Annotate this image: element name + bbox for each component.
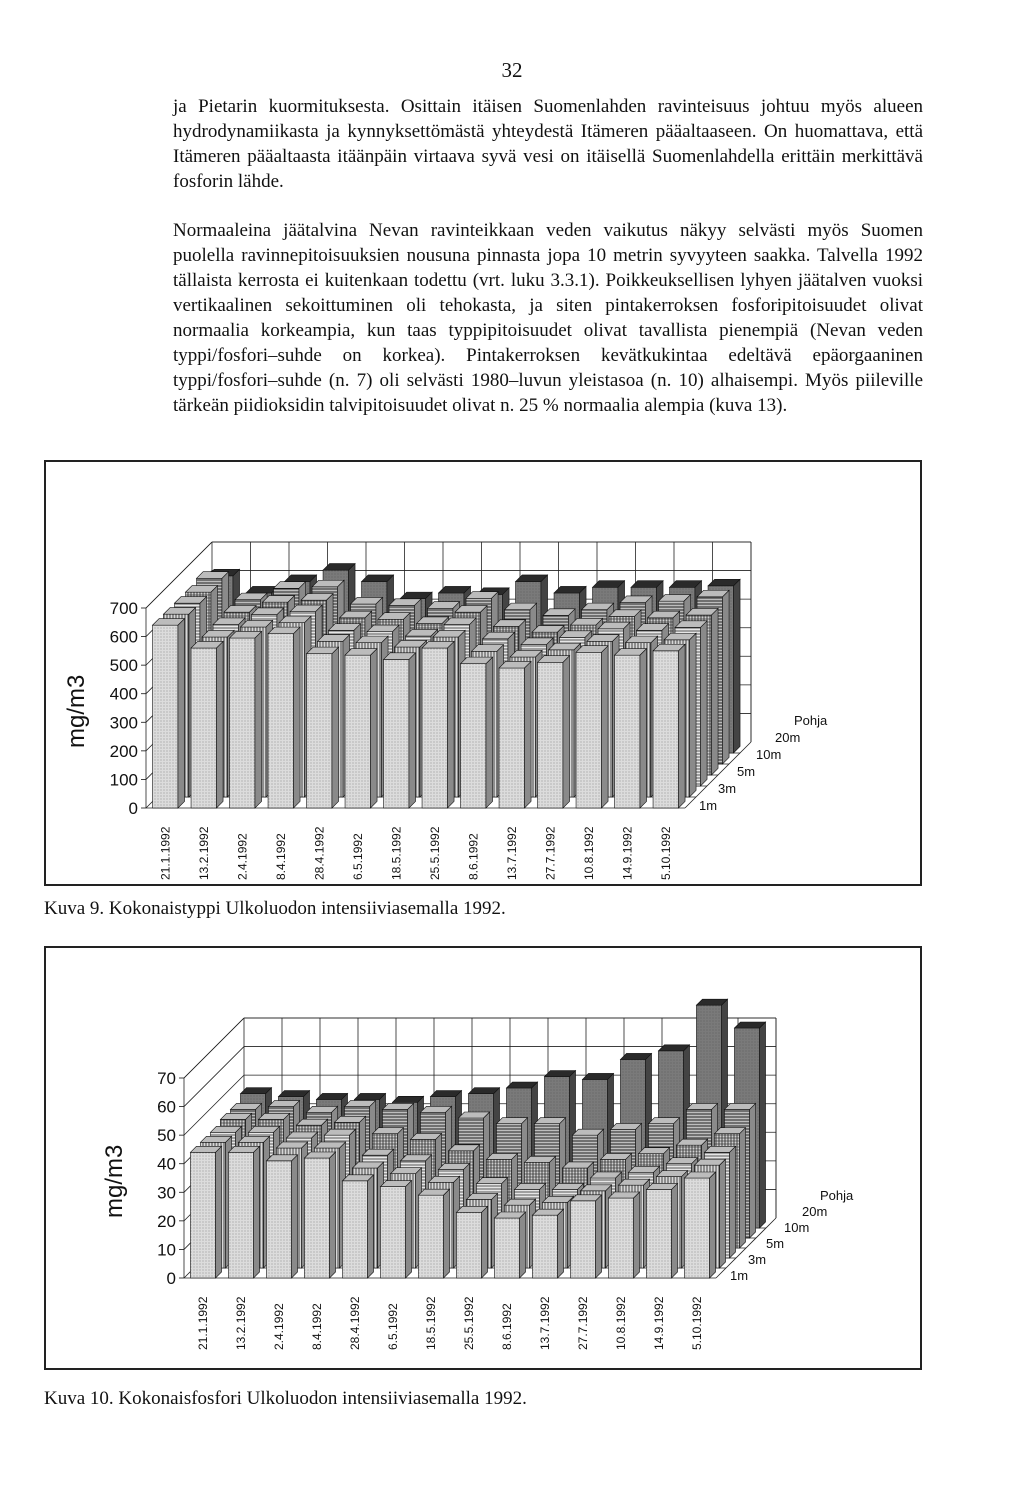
date-label: 8.4.1992: [310, 1303, 324, 1350]
date-label: 10.8.1992: [614, 1296, 628, 1350]
y-tick-label: 0: [166, 1269, 176, 1288]
depth-label: 20m: [775, 730, 801, 745]
date-label: 8.6.1992: [466, 833, 481, 880]
depth-label: 20m: [802, 1204, 828, 1219]
date-label: 6.5.1992: [386, 1303, 400, 1350]
y-tick-label: 20: [157, 1211, 176, 1231]
date-label: 13.7.1992: [504, 826, 519, 880]
bar: [191, 641, 223, 808]
depth-label: Pohja: [820, 1188, 854, 1203]
bar: [230, 631, 262, 808]
date-label: 14.9.1992: [652, 1296, 666, 1350]
bar: [380, 1181, 411, 1278]
figure-phosphorus: [44, 946, 922, 1370]
bar: [418, 1189, 449, 1278]
depth-label: 10m: [756, 747, 782, 762]
bar: [499, 661, 531, 808]
paragraph-2: Normaaleina jäätalvina Nevan ravinteikkaan veden vaikutus näkyy selvästi myös Suomen puolella ravinnepitoisuuksien nousuna pinnasta jopa 10 metrin syvyyteen saakka. Talvella 1992 tällaista kerrosta ei kuitenkaan todettu (vrt. luku 3.3.1). Poikkeuksellisen lyhyen jäätalven vuoksi vertikaalinen sekoittuminen oli tehokasta, ja siten pintakerroksen fosforipitoisuudet olivat normaalia korkeampia, kun taas typpipitoisuudet olivat tavallista pienempiä (Nevan veden typpi/fosfori–suhde on korkea). Pintakerroksen kevätkukintaa edeltävä epäorgaaninen typpi/fosfori–suhde (n. 7) oli selvästi 1980–luvun yleistasoa (n. 10) alhaisempi. Myös piileville tärkeän piidioksidin talvipitoisuudet olivat n. 25 % normaalia alempia (kuva 13).: [173, 220, 923, 416]
y-tick-label: 100: [109, 770, 138, 790]
date-label: 21.1.1992: [196, 1296, 210, 1350]
y-tick-label: 0: [128, 799, 138, 818]
y-tick-label: 300: [109, 713, 138, 733]
bar: [153, 619, 185, 808]
date-label: 14.9.1992: [620, 826, 635, 880]
bar: [422, 641, 454, 808]
paragraph-1: ja Pietarin kuormituksesta. Osittain itäisen Suomenlahden ravinteisuus johtuu myös alueen hydrodynamiikasta ja kynnyksettömästä yhteydestä Itämeren pääaltaaseen. On huomattava, että Itämeren pääaltaasta itäänpäin virtaava syvä vesi on itäisellä Suomenlahdella erittäin merkittävä fosforin lähde.: [173, 96, 923, 192]
depth-label: 3m: [718, 781, 737, 796]
bar: [304, 1152, 335, 1278]
date-label: 18.5.1992: [389, 826, 404, 880]
bar: [608, 1192, 639, 1278]
depth-label: 1m: [730, 1268, 749, 1283]
depth-label: 10m: [784, 1220, 810, 1235]
depth-label: 1m: [699, 798, 718, 813]
date-label: 27.7.1992: [576, 1296, 590, 1350]
bar: [345, 649, 377, 808]
bar: [266, 1155, 297, 1278]
bar: [494, 1212, 525, 1278]
bar: [228, 1146, 259, 1278]
y-tick-label: 60: [157, 1097, 176, 1117]
date-label: 25.5.1992: [462, 1296, 476, 1350]
bar: [576, 646, 608, 808]
date-label: 6.5.1992: [350, 833, 365, 880]
bar: [268, 627, 300, 808]
bar: [570, 1195, 601, 1278]
y-tick-label: 400: [109, 684, 138, 704]
bar: [461, 657, 493, 808]
y-tick-label: 30: [157, 1183, 176, 1203]
y-tick-label: 500: [109, 656, 138, 676]
date-label: 27.7.1992: [543, 826, 558, 880]
bar: [615, 649, 647, 808]
y-tick-label: 600: [109, 627, 138, 647]
figure-caption-10: Kuva 10. Kokonaisfosfori Ulkoluodon intensiiviasemalla 1992.: [44, 1388, 527, 1409]
bar: [538, 656, 570, 808]
date-label: 18.5.1992: [424, 1296, 438, 1350]
date-label: 10.8.1992: [581, 826, 596, 880]
figure-caption-9: Kuva 9. Kokonaistyppi Ulkoluodon intensiiviasemalla 1992.: [44, 898, 506, 919]
y-tick-label: 50: [157, 1126, 176, 1146]
date-label: 13.2.1992: [234, 1296, 248, 1350]
bar: [384, 653, 416, 808]
date-label: 13.7.1992: [538, 1296, 552, 1350]
chart-total-phosphorus: [46, 948, 920, 1368]
date-label: 21.1.1992: [158, 826, 173, 880]
bar: [307, 647, 339, 808]
date-label: 2.4.1992: [272, 1303, 286, 1350]
date-label: 2.4.1992: [235, 833, 250, 880]
date-label: 28.4.1992: [312, 826, 327, 880]
y-axis-label: mg/m3: [63, 674, 90, 748]
y-tick-label: 10: [157, 1240, 176, 1260]
depth-label: 5m: [766, 1236, 785, 1251]
bar: [456, 1206, 487, 1278]
y-tick-label: 40: [157, 1154, 176, 1174]
bar: [342, 1175, 373, 1278]
depth-label: 5m: [737, 764, 756, 779]
y-tick-label: 70: [157, 1069, 176, 1088]
bar: [532, 1209, 563, 1278]
date-label: 5.10.1992: [658, 826, 673, 880]
date-label: 8.6.1992: [500, 1303, 514, 1350]
figure-nitrogen: [44, 460, 922, 886]
bar: [646, 1183, 677, 1278]
chart-total-nitrogen: [46, 462, 920, 884]
date-label: 5.10.1992: [690, 1296, 704, 1350]
bar: [684, 1172, 715, 1278]
depth-label: 3m: [748, 1252, 767, 1267]
date-label: 13.2.1992: [196, 826, 211, 880]
date-label: 28.4.1992: [348, 1296, 362, 1350]
page-number: 32: [501, 58, 523, 82]
bar: [190, 1146, 221, 1278]
y-tick-label: 700: [109, 599, 138, 618]
date-label: 8.4.1992: [273, 833, 288, 880]
bar: [653, 644, 685, 808]
y-tick-label: 200: [109, 741, 138, 761]
y-axis-label: mg/m3: [101, 1144, 128, 1218]
date-label: 25.5.1992: [427, 826, 442, 880]
depth-label: Pohja: [794, 713, 828, 728]
